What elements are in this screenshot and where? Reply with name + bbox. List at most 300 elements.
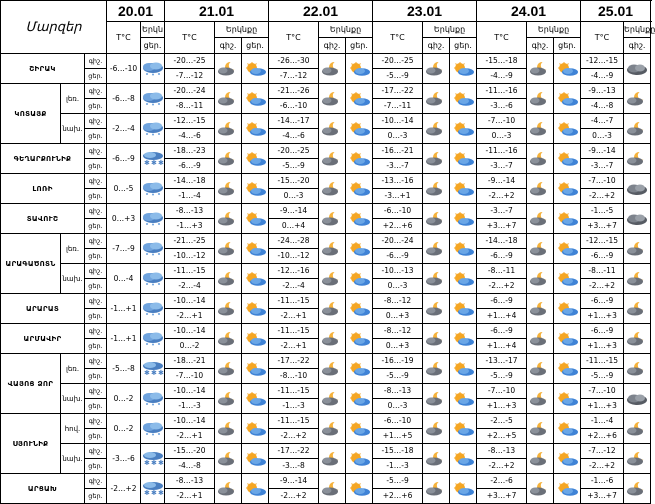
date-header: 24.01 [477, 1, 581, 22]
moon-cloud-icon [423, 242, 449, 256]
table-row [1, 114, 651, 129]
moon-cloud-icon [319, 92, 345, 106]
moon-cloud-icon [527, 234, 554, 264]
cloud-snow-icon [141, 62, 164, 76]
moon-cloud-icon [624, 332, 650, 346]
temp-value: -10…-14 [165, 384, 215, 399]
sun-cloud-icon [242, 152, 268, 166]
temp-value: -7…-10 [581, 384, 624, 399]
moon-cloud-icon [215, 362, 241, 376]
table-row [1, 324, 651, 339]
night-label: գիշ. [85, 204, 107, 219]
sun-cloud-icon [242, 354, 269, 384]
temp-value: -6…-10 [107, 54, 141, 84]
sun-cloud-icon [346, 92, 372, 106]
temp-value: 0…+3 [107, 204, 141, 234]
temp-value: -2…-5 [477, 414, 527, 429]
svg-text:✱: ✱ [151, 368, 157, 377]
temp-value: -10…-14 [165, 324, 215, 339]
temp-value: -9…-14 [581, 144, 624, 159]
cloud-dark-icon [624, 204, 651, 234]
temp-value: -11…-15 [269, 294, 319, 309]
moon-cloud-icon [624, 362, 650, 376]
date-header: 20.01 [107, 1, 165, 22]
temp-value: -2…+2 [581, 279, 624, 294]
table-row [1, 84, 651, 99]
day-label: ցեր. [85, 69, 107, 84]
temp-value: -8…-13 [373, 384, 423, 399]
moon-cloud-icon [215, 234, 242, 264]
moon-cloud-icon [319, 272, 345, 286]
temp-value: +1…+4 [477, 309, 527, 324]
sun-cloud-icon [554, 452, 580, 466]
temp-value: -3…-8 [269, 459, 319, 474]
temp-value: -1…+1 [107, 294, 141, 324]
temp-value: -3…-6 [107, 444, 141, 474]
moon-cloud-icon [423, 92, 449, 106]
moon-cloud-icon [423, 54, 450, 84]
cloud-snow-icon [141, 414, 165, 444]
temp-value: -6…-9 [581, 249, 624, 264]
sun-cloud-icon [450, 392, 476, 406]
sun-cloud-icon [450, 182, 476, 196]
moon-cloud-icon [423, 324, 450, 354]
sun-cloud-icon [450, 144, 477, 174]
temp-value: -6…-10 [373, 414, 423, 429]
moon-cloud-icon [527, 474, 554, 504]
sun-cloud-icon [346, 62, 372, 76]
temp-value: -9…-14 [269, 204, 319, 219]
sun-cloud-icon [242, 362, 268, 376]
temp-value: -7…-12 [165, 69, 215, 84]
temp-value: -20…-24 [165, 84, 215, 99]
night-label: գիշ. [85, 264, 107, 279]
moon-cloud-icon [527, 362, 553, 376]
sun-cloud-icon [554, 92, 580, 106]
moon-cloud-icon [527, 144, 554, 174]
temp-value: -3…-7 [477, 159, 527, 174]
moon-cloud-icon [215, 182, 241, 196]
svg-text:✱: ✱ [158, 488, 164, 497]
temp-value: -3…-6 [477, 99, 527, 114]
temp-col-header: T°C [477, 22, 527, 54]
sun-cloud-icon [242, 294, 269, 324]
temp-value: -5…-9 [477, 369, 527, 384]
sun-cloud-icon [554, 234, 581, 264]
date-header: 22.01 [269, 1, 373, 22]
sun-cloud-icon [242, 332, 268, 346]
sun-cloud-icon [450, 452, 476, 466]
sun-cloud-icon [554, 182, 580, 196]
temp-value: +1…+5 [373, 429, 423, 444]
moon-cloud-icon [319, 362, 345, 376]
moon-cloud-icon [423, 234, 450, 264]
table-row [1, 54, 651, 69]
cloud-snow-icon [141, 92, 164, 106]
subregion-label: լեռ. [61, 354, 85, 384]
day-abbr: ցեր. [141, 38, 165, 54]
sun-cloud-icon [346, 294, 373, 324]
sun-cloud-icon [346, 422, 372, 436]
moon-cloud-icon [319, 264, 346, 294]
temp-value: -2…+2 [581, 459, 624, 474]
sun-cloud-icon [242, 242, 268, 256]
sun-cloud-icon [450, 122, 476, 136]
moon-cloud-icon [215, 482, 241, 496]
temp-value: -16…-19 [373, 354, 423, 369]
temp-value: -2…+1 [269, 339, 319, 354]
table-row [1, 384, 651, 399]
moon-cloud-icon [215, 384, 242, 414]
moon-cloud-icon [527, 332, 553, 346]
cloud-dark-icon [624, 62, 650, 76]
moon-cloud-icon [423, 182, 449, 196]
moon-cloud-icon [319, 452, 345, 466]
moon-cloud-icon [527, 84, 554, 114]
cloud-snow-icon [141, 332, 164, 346]
moon-cloud-icon [215, 212, 241, 226]
moon-cloud-icon [319, 332, 345, 346]
temp-value: -11…-15 [165, 264, 215, 279]
day-abbr: ցեր. [242, 38, 269, 54]
moon-cloud-icon [527, 152, 553, 166]
day-label: ցեր. [85, 159, 107, 174]
temp-value: 0…-3 [477, 129, 527, 144]
sun-cloud-icon [242, 414, 269, 444]
snow-flakes-icon [141, 362, 164, 376]
moon-cloud-icon [319, 392, 345, 406]
moon-cloud-icon [319, 444, 346, 474]
moon-cloud-icon [624, 422, 650, 436]
sun-cloud-icon [242, 384, 269, 414]
sun-cloud-icon [242, 302, 268, 316]
moon-cloud-icon [527, 482, 553, 496]
table-row [1, 444, 651, 459]
sun-cloud-icon [450, 272, 476, 286]
temp-value: -1…-3 [165, 399, 215, 414]
moon-cloud-icon [319, 84, 346, 114]
temp-value: -6…-9 [581, 294, 624, 309]
moon-cloud-icon [319, 474, 346, 504]
sun-cloud-icon [242, 234, 269, 264]
sun-cloud-icon [346, 452, 372, 466]
temp-value: -3…-7 [373, 159, 423, 174]
temp-value: -18…-23 [165, 144, 215, 159]
sun-cloud-icon [450, 294, 477, 324]
temp-value: -7…-12 [581, 444, 624, 459]
moon-cloud-icon [423, 482, 449, 496]
svg-text:✱: ✱ [144, 458, 150, 467]
moon-cloud-icon [624, 234, 651, 264]
moon-cloud-icon [624, 144, 651, 174]
day-label: ցեր. [85, 339, 107, 354]
cloud-dark-icon [624, 54, 651, 84]
moon-cloud-icon [215, 62, 241, 76]
sun-cloud-icon [450, 302, 476, 316]
region-name: ԳԵՂԱՐՔՈՒՆԻՔ [1, 144, 85, 174]
temp-value: -11…-15 [269, 384, 319, 399]
moon-cloud-icon [624, 414, 651, 444]
temp-value: -11…-16 [477, 144, 527, 159]
temp-value: -2…+2 [581, 189, 624, 204]
region-name: ՍՅՈՒՆԻՔ [1, 414, 61, 474]
moon-cloud-icon [215, 84, 242, 114]
temp-col-header: T°C [581, 22, 624, 54]
moon-cloud-icon [215, 294, 242, 324]
temp-value: -8…-13 [165, 474, 215, 489]
temp-value: -4…-6 [165, 129, 215, 144]
temp-value: -26…-30 [269, 54, 319, 69]
temp-value: -5…-9 [269, 159, 319, 174]
moon-cloud-icon [319, 54, 346, 84]
temp-value: -15…-18 [373, 444, 423, 459]
moon-cloud-icon [423, 474, 450, 504]
moon-cloud-icon [624, 354, 651, 384]
day-abbr: ցեր. [554, 38, 581, 54]
moon-cloud-icon [527, 204, 554, 234]
cloud-snow-icon [141, 204, 165, 234]
moon-cloud-icon [319, 234, 346, 264]
temp-value: -2…-6 [477, 474, 527, 489]
subregion-label: նախ. [61, 264, 85, 294]
temp-col-header: T°C [269, 22, 319, 54]
cloud-snow-icon [141, 302, 164, 316]
temp-value: 0…-2 [165, 339, 215, 354]
night-label: գիշ. [85, 114, 107, 129]
sun-cloud-icon [242, 422, 268, 436]
temp-value: +2…+6 [581, 429, 624, 444]
moon-cloud-icon [423, 152, 449, 166]
temp-value: -20…-24 [373, 234, 423, 249]
date-header: 23.01 [373, 1, 477, 22]
moon-cloud-icon [319, 422, 345, 436]
sun-cloud-icon [346, 152, 372, 166]
moon-cloud-icon [527, 212, 553, 226]
moon-cloud-icon [215, 452, 241, 466]
day-label: ցեր. [85, 129, 107, 144]
day-label: ցեր. [85, 369, 107, 384]
snow-flakes-icon [141, 354, 165, 384]
temp-value: +1…+3 [477, 399, 527, 414]
sun-cloud-icon [450, 242, 476, 256]
moon-cloud-icon [624, 324, 651, 354]
temp-value: -1…-6 [581, 474, 624, 489]
svg-text:✱: ✱ [158, 458, 164, 467]
temp-value: 0…+4 [269, 219, 319, 234]
subregion-label: նախ. [61, 384, 85, 414]
moon-cloud-icon [215, 54, 242, 84]
moon-cloud-icon [624, 84, 651, 114]
sun-cloud-icon [346, 122, 372, 136]
sun-cloud-icon [346, 362, 372, 376]
date-header: 25.01 [581, 1, 651, 22]
temp-value: -13…-16 [373, 174, 423, 189]
moon-cloud-icon [527, 384, 554, 414]
cloud-snow-icon [141, 392, 164, 406]
sun-cloud-icon [346, 114, 373, 144]
temp-value: -17…-22 [269, 354, 319, 369]
sun-cloud-icon [346, 414, 373, 444]
sun-cloud-icon [554, 444, 581, 474]
sun-cloud-icon [450, 354, 477, 384]
sun-cloud-icon [450, 62, 476, 76]
sun-cloud-icon [242, 272, 268, 286]
temp-value: -8…-11 [477, 264, 527, 279]
region-name: ԱՐՑԱԽ [1, 474, 85, 504]
moon-cloud-icon [527, 452, 553, 466]
sun-cloud-icon [242, 174, 269, 204]
temp-value: 0…-3 [269, 189, 319, 204]
temp-value: -6…-10 [269, 99, 319, 114]
temp-value: 0…-4 [107, 264, 141, 294]
temp-value: -9…-14 [477, 174, 527, 189]
moon-cloud-icon [527, 54, 554, 84]
temp-value: +2…+6 [373, 489, 423, 504]
temp-value: -17…-22 [373, 84, 423, 99]
moon-cloud-icon [527, 242, 553, 256]
moon-cloud-icon [423, 302, 449, 316]
sun-cloud-icon [242, 452, 268, 466]
moon-cloud-icon [215, 392, 241, 406]
temp-value: -2…+1 [165, 489, 215, 504]
temp-value: 0…+3 [373, 309, 423, 324]
snow-flakes-icon [141, 144, 165, 174]
temp-value: -16…-21 [373, 144, 423, 159]
moon-cloud-icon [319, 122, 345, 136]
temp-value: -20…-25 [165, 54, 215, 69]
sky-col-header: Երկնքը [527, 22, 581, 38]
sun-cloud-icon [450, 54, 477, 84]
moon-cloud-icon [215, 204, 242, 234]
sun-cloud-icon [554, 54, 581, 84]
sun-cloud-icon [450, 332, 476, 346]
sun-cloud-icon [554, 204, 581, 234]
svg-text:✱: ✱ [151, 158, 157, 167]
sky-col-header: Երկնքը [423, 22, 477, 38]
sun-cloud-icon [450, 92, 476, 106]
moon-cloud-icon [215, 114, 242, 144]
cloud-snow-icon [141, 294, 165, 324]
svg-text:✱: ✱ [151, 458, 157, 467]
subregion-label: լեռ. [61, 234, 85, 264]
cloud-snow-icon [141, 182, 164, 196]
temp-value: -3…-7 [581, 159, 624, 174]
sun-cloud-icon [450, 174, 477, 204]
sun-cloud-icon [450, 474, 477, 504]
region-name: ԱՐԱՐԱՏ [1, 294, 85, 324]
temp-value: -11…-15 [269, 414, 319, 429]
svg-text:✱: ✱ [144, 158, 150, 167]
moon-cloud-icon [527, 182, 553, 196]
table-row [1, 354, 651, 369]
moon-cloud-icon [423, 414, 450, 444]
temp-value: -9…-13 [581, 84, 624, 99]
sun-cloud-icon [554, 122, 580, 136]
moon-cloud-icon [423, 392, 449, 406]
temp-value: -4…-6 [269, 129, 319, 144]
moon-cloud-icon [423, 114, 450, 144]
moon-cloud-icon [319, 152, 345, 166]
temp-value: -1…-5 [581, 204, 624, 219]
sun-cloud-icon [450, 482, 476, 496]
sun-cloud-icon [450, 324, 477, 354]
temp-value: -6…-8 [107, 84, 141, 114]
temp-value: +2…+6 [373, 219, 423, 234]
moon-cloud-icon [423, 354, 450, 384]
sun-cloud-icon [242, 84, 269, 114]
moon-cloud-icon [624, 242, 650, 256]
svg-text:✱: ✱ [158, 368, 164, 377]
cloud-snow-icon [141, 422, 164, 436]
snow-flakes-icon [141, 444, 165, 474]
day-label: ցեր. [85, 309, 107, 324]
sky-col-header: Երկն [141, 22, 165, 38]
night-label: գիշ. [85, 414, 107, 429]
temp-value: -2…+2 [107, 474, 141, 504]
temp-value: +1…+3 [581, 339, 624, 354]
table-row [1, 414, 651, 429]
temp-value: -10…-14 [165, 294, 215, 309]
temp-value: -6…-9 [165, 159, 215, 174]
sun-cloud-icon [554, 272, 580, 286]
night-label: գիշ. [85, 324, 107, 339]
temp-value: +1…+3 [581, 309, 624, 324]
moon-cloud-icon [527, 414, 554, 444]
region-name: ՇԻՐԱԿ [1, 54, 85, 84]
cloud-snow-icon [141, 272, 164, 286]
temp-value: -8…-13 [477, 444, 527, 459]
sun-cloud-icon [346, 264, 373, 294]
temp-value: -5…-9 [373, 69, 423, 84]
temp-value: -2…+1 [165, 429, 215, 444]
temp-value: -11…-15 [269, 324, 319, 339]
moon-cloud-icon [423, 174, 450, 204]
moon-cloud-icon [624, 444, 651, 474]
temp-value: 0…-2 [107, 384, 141, 414]
temp-value: +3…+7 [477, 219, 527, 234]
sun-cloud-icon [450, 444, 477, 474]
regions-header: Մարզեր [1, 1, 107, 54]
sun-cloud-icon [554, 482, 580, 496]
temp-value: -17…-22 [269, 444, 319, 459]
sun-cloud-icon [450, 212, 476, 226]
night-label: գիշ. [85, 84, 107, 99]
moon-cloud-icon [423, 422, 449, 436]
moon-cloud-icon [423, 272, 449, 286]
temp-value: -10…-12 [165, 249, 215, 264]
sun-cloud-icon [346, 474, 373, 504]
cloud-snow-icon [141, 264, 165, 294]
night-label: գիշ. [85, 234, 107, 249]
sun-cloud-icon [554, 144, 581, 174]
sun-cloud-icon [346, 144, 373, 174]
sun-cloud-icon [242, 182, 268, 196]
temp-value: -7…-10 [581, 174, 624, 189]
sun-cloud-icon [554, 114, 581, 144]
temp-value: -7…-12 [269, 69, 319, 84]
day-label: ցեր. [85, 489, 107, 504]
temp-value: +1…+4 [477, 339, 527, 354]
temp-value: 0…+3 [373, 339, 423, 354]
cloud-snow-icon [141, 174, 165, 204]
moon-cloud-icon [319, 384, 346, 414]
sun-cloud-icon [346, 84, 373, 114]
sun-cloud-icon [346, 174, 373, 204]
temp-value: -15…-20 [269, 174, 319, 189]
moon-cloud-icon [215, 444, 242, 474]
moon-cloud-icon [527, 444, 554, 474]
moon-cloud-icon [527, 272, 553, 286]
